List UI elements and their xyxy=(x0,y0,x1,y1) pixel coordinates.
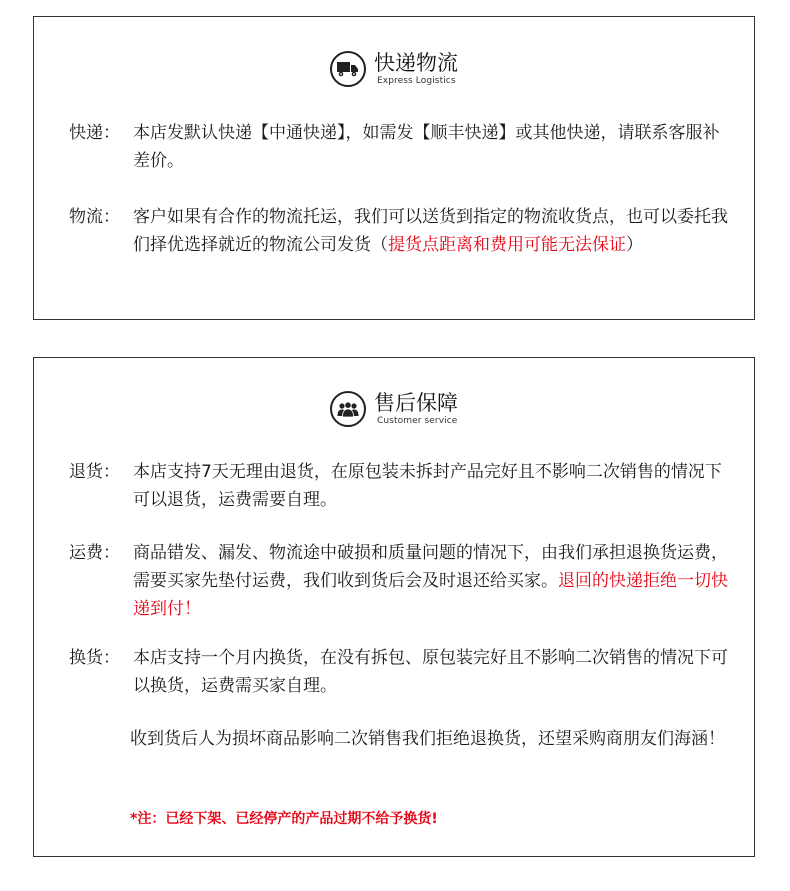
logistics-text: 客户如果有合作的物流托运，我们可以送货到指定的物流收货点，也可以委托我们择优选择就近的物流公司发货（ xyxy=(133,207,728,255)
section-subtitle: Express Logistics xyxy=(377,76,456,86)
exchange-entry xyxy=(69,644,728,700)
logistics-label: 物流： xyxy=(69,207,120,227)
truck-icon xyxy=(330,51,366,87)
damage-note: 收到货后人为损坏商品影响二次销售我们拒绝退换货，还望采购商朋友们海涵！ xyxy=(130,729,725,749)
logistics-warning: 提货点距离和费用可能无法保证 xyxy=(388,235,626,255)
express-label: 快递： xyxy=(69,123,120,143)
section-title: 快递物流 xyxy=(374,51,458,75)
logistics-entry xyxy=(69,203,728,259)
people-group-icon xyxy=(330,391,366,427)
exchange-footnote: *注：已经下架、已经停产的产品过期不给予换货! xyxy=(130,811,438,827)
return-text: 本店支持7天无理由退货，在原包装未拆封产品完好且不影响二次销售的情况下可以退货，运费需要自理。 xyxy=(133,462,722,510)
logistics-text-end: ） xyxy=(626,235,643,255)
express-entry xyxy=(69,119,728,175)
exchange-text: 本店支持一个月内换货，在没有拆包、原包装完好且不影响二次销售的情况下可以换货，运费需买家自理。 xyxy=(133,648,728,696)
shipping-header xyxy=(34,50,754,87)
freight-content xyxy=(133,539,728,623)
section-subtitle: Customer service xyxy=(377,416,458,426)
express-text: 本店发默认快递【中通快递】，如需发【顺丰快递】或其他快递，请联系客服补差价。 xyxy=(133,123,720,171)
return-entry xyxy=(69,458,728,514)
freight-label: 运费： xyxy=(69,543,120,563)
return-label: 退货： xyxy=(69,462,120,482)
freight-warning: 退回的快递拒绝一切快递到付！ xyxy=(133,571,728,619)
shipping-card xyxy=(33,16,755,320)
logistics-content xyxy=(133,203,728,259)
section-title: 售后保障 xyxy=(374,391,458,415)
freight-entry xyxy=(69,539,728,623)
aftersale-header xyxy=(34,390,754,427)
freight-text: 商品错发、漏发、物流途中破损和质量问题的情况下，由我们承担退换货运费，需要买家先垫付运费，我们收到货后会及时退还给买家。 xyxy=(133,543,728,591)
aftersale-card xyxy=(33,357,755,857)
exchange-label: 换货： xyxy=(69,648,120,668)
